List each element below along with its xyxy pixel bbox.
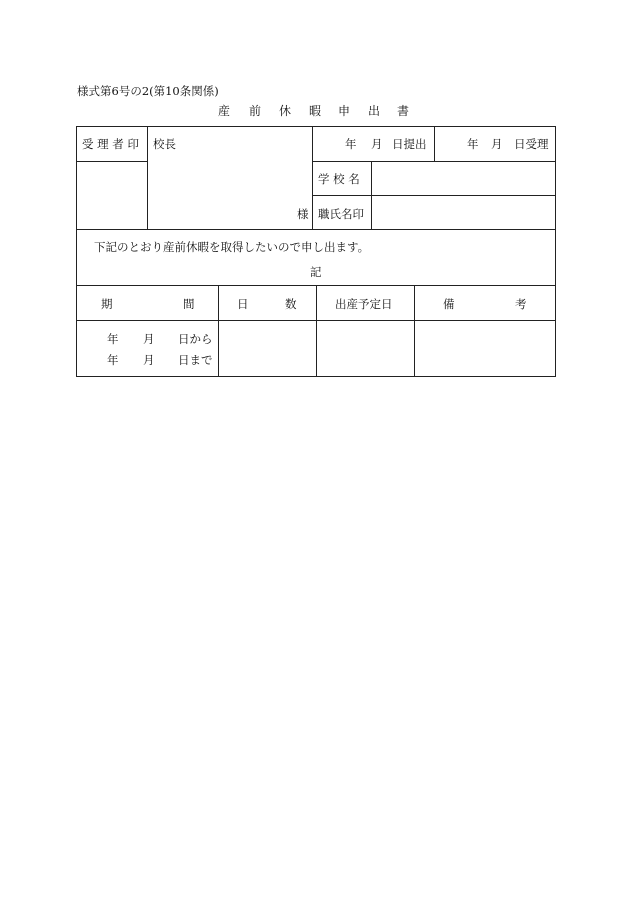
school-name-label: 学 校 名 xyxy=(318,172,360,186)
received-month: 月 xyxy=(491,137,503,151)
title-char: 休 xyxy=(279,104,292,118)
header-period-b: 間 xyxy=(183,297,195,311)
header-days-a: 日 xyxy=(237,297,249,311)
period-from-day: 日から xyxy=(178,332,213,346)
due-date-field[interactable] xyxy=(317,321,414,376)
principal-addressee-area xyxy=(148,127,312,229)
period-to-month: 月 xyxy=(143,353,155,367)
submitted-month: 月 xyxy=(371,137,383,151)
ki-marker: 記 xyxy=(310,265,322,279)
staff-name-label: 職氏名印 xyxy=(318,207,364,221)
header-due-date: 出産予定日 xyxy=(335,297,393,311)
title-char: 出 xyxy=(368,104,381,118)
receiver-seal-box[interactable] xyxy=(77,162,147,229)
form-number-label: 様式第6号の2(第10条関係) xyxy=(77,84,219,98)
header-remarks-a: 備 xyxy=(443,297,455,311)
title-char: 書 xyxy=(397,104,410,118)
header-days-b: 数 xyxy=(285,297,297,311)
principal-label: 校長 xyxy=(153,137,176,151)
title-char: 前 xyxy=(249,104,262,118)
divider xyxy=(76,229,556,230)
staff-name-field[interactable] xyxy=(372,196,555,229)
period-from-year: 年 xyxy=(107,332,119,346)
school-name-field[interactable] xyxy=(372,162,555,195)
receiver-seal-label: 受 理 者 印 xyxy=(82,137,139,151)
remarks-field[interactable] xyxy=(415,321,555,376)
header-remarks-b: 考 xyxy=(515,297,527,311)
period-to-day: 日まで xyxy=(178,353,213,367)
title-char: 申 xyxy=(338,104,351,118)
header-period-a: 期 xyxy=(101,297,113,311)
days-field[interactable] xyxy=(219,321,316,376)
statement-text: 下記のとおり産前休暇を取得したいので申し出ます。 xyxy=(94,240,370,254)
received-year: 年 xyxy=(467,137,479,151)
period-to-year: 年 xyxy=(107,353,119,367)
divider xyxy=(312,126,313,230)
divider xyxy=(434,126,435,162)
submitted-year: 年 xyxy=(345,137,357,151)
submitted-day: 日提出 xyxy=(392,137,427,151)
received-day: 日受理 xyxy=(514,137,549,151)
period-from-month: 月 xyxy=(143,332,155,346)
honorific-sama: 様 xyxy=(297,207,309,221)
title-char: 産 xyxy=(218,104,231,118)
title-char: 暇 xyxy=(309,104,322,118)
